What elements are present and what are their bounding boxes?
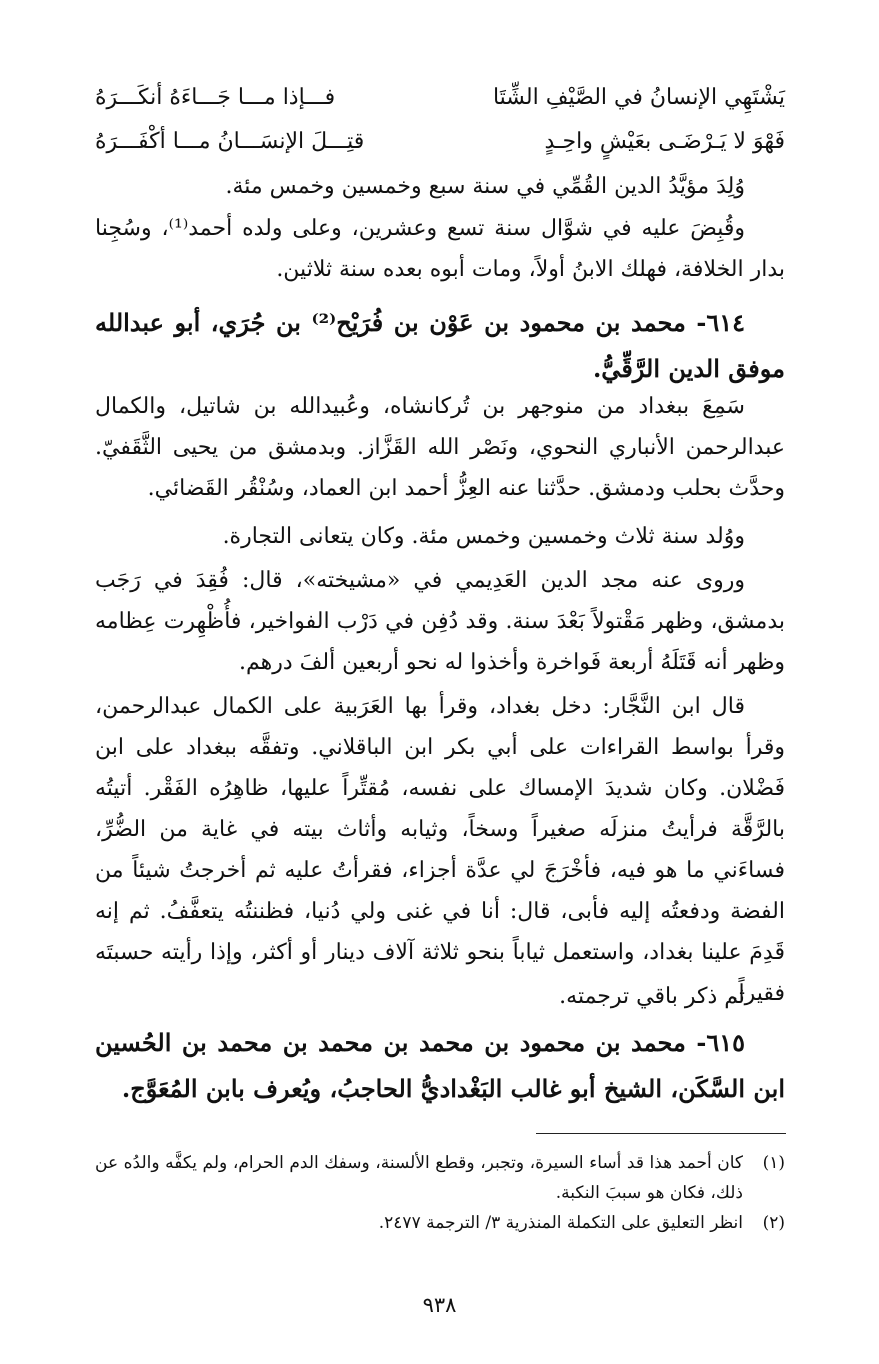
footnote-divider [536, 1133, 786, 1134]
entry-614-paragraph-1: سَمِعَ ببغداد من منوجهر بن تُركانشاه، وعُبيدالله بن شاتيل، والكمال عبدالرحمن الأنباري النحوي، ونَصْر الله القَزَّاز. وبدمشق من يحيى الثَّقَفيّ. وحدَّث بحلب ودمشق. حدَّثنا عنه العِزُّ أحمد ابن العماد، وسُنْقُر القَضائي. [95, 394, 785, 501]
footnote-1-text: كان أحمد هذا قد أساء السيرة، وتجبر، وقطع الألسنة، وسفك الدم الحرام، ولم يكفَّه والدُه عن ذلك، فكان هو سببَ النكبة. [95, 1153, 743, 1203]
entry-614-paragraph-3: وروى عنه مجد الدين العَدِيمي في «مشيخته»، قال: فُقِدَ في رَجَب بدمشق، وظهر مَقْتولاً بَعْدَ سنة. وقد دُفِن في دَرْب الفواخير، فأُظْهِرت عِظامه وظهر أنه قَتَلَهُ أربعة فَواخرة وأخذوا له نحو أربعين ألفَ درهم. [95, 568, 785, 675]
footnote-2 [95, 1208, 785, 1238]
entry-615-heading: ٦١٥- محمد بن محمود بن محمد بن محمد بن محمد بن الحُسين ابن السَّكَن، الشيخ أبو غالب البَغْداديُّ الحاجبُ، ويُعرف بابن المُعَوَّج. [95, 1028, 785, 1103]
entry-614-paragraph-2: ووُلد سنة ثلاث وخمسين وخمس مئة. وكان يتعانى التجارة. [222, 524, 745, 549]
verse-2-first-hemistich: فَهْوَ لا يَـرْضَـى بعَيْشٍ واحِـدٍ [544, 129, 785, 154]
page-number: ٩٣٨ [422, 1293, 457, 1317]
footnote-1-number: (١) [762, 1153, 785, 1173]
verse-2-second-hemistich: قتِـــلَ الإنسَـــانُ مـــا أكْفَـــرَهُ [95, 129, 365, 154]
footnote-2-text: انظر التعليق على التكملة المنذرية ٣/ الترجمة ٢٤٧٧. [378, 1213, 743, 1233]
entry-614-heading: ٦١٤- محمد بن محمود بن عَوْن بن فُرَيْح⁽²⁾ بن جُرَي، أبو عبدالله موفق الدين الرَّقِّيُّ. [95, 308, 785, 383]
verse-1-first-hemistich: يَشْتَهِي الإنسانُ في الصَّيْفِ الشِّتَا [492, 85, 785, 110]
entry-614-paragraph-4: قال ابن النَّجَّار: دخل بغداد، وقرأ بها العَرَبية على الكمال عبدالرحمن، وقرأ بواسط القراءات على أبي بكر ابن الباقلاني. وتفقَّه ببغداد على ابن فَضْلان. وكان شديدَ الإمساك على نفسه، مُقتِّراً عليها، ظاهِرُه الفَقْر. أتيتُه بالرَّقَّة فرأيتُ منزلَه صغيراً وسخاً، وثيابه وأثاث بيته في غاية من الضُّرِّ، فساءَني ما هو فيه، فأخْرَجَ لي عدَّة أجزاء، فقرأتُ عليه ثم أخرجتُ شيئاً من الفضة ودفعتُه إليه فأبى، قال: أنا في غنى ولي دُنيا، فظننتُه يتعفَّفُ. ثم إنه قَدِمَ علينا بغداد، واستعمل ثياباً بنحو ثلاثة آلاف دينار أو أكثر، وإذا رأيته حسبتَه فقيراً. [95, 694, 785, 1006]
paragraph-birth: وُلِدَ مؤيَّدُ الدين القُمِّي في سنة سبع وخمسين وخمس مئة. [225, 174, 745, 199]
paragraph-arrest: وقُبِضَ عليه في شوَّال سنة تسع وعشرين، وعلى ولده أحمد⁽¹⁾، وسُجِنا بدار الخلافة، فهلك الابنُ أولاً، ومات أبوه بعده سنة ثلاثين. [95, 216, 785, 282]
footnote-1 [95, 1148, 785, 1208]
footnote-2-number: (٢) [762, 1213, 785, 1233]
verse-1-second-hemistich: فـــإذا مـــا جَـــاءَهُ أنكَـــرَهُ [95, 85, 336, 110]
footnotes [95, 1148, 785, 1238]
entry-614-paragraph-5: ثم ذكر باقي ترجمته. [559, 984, 745, 1009]
